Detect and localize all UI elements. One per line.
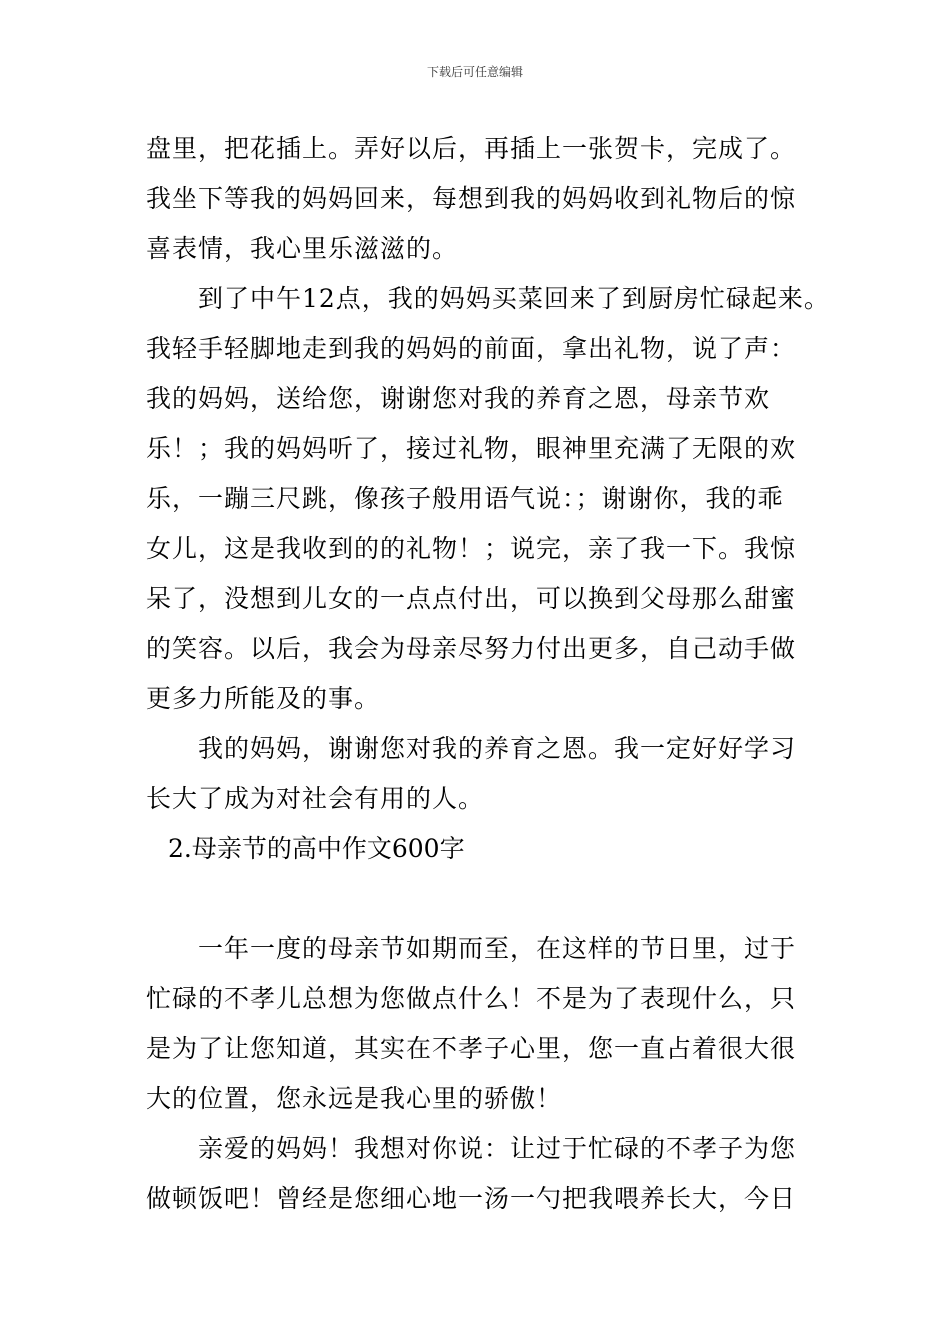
- section-heading: 2.母亲节的高中作文600字: [168, 834, 465, 863]
- text-line: 的笑容。以后，我会为母亲尽努力付出更多，自己动手做: [146, 634, 797, 663]
- text-line: 长大了成为对社会有用的人。: [146, 784, 485, 813]
- paragraph-start: 到了中午12点，我的妈妈买菜回来了到厨房忙碌起来。: [198, 284, 830, 313]
- text-line: 忙碌的不孝儿总想为您做点什么！不是为了表现什么，只: [146, 984, 797, 1013]
- text-line: 呆了，没想到儿女的一点点付出，可以换到父母那么甜蜜: [146, 584, 797, 613]
- text-line: 喜表情，我心里乐滋滋的。: [146, 234, 459, 263]
- text-line: 乐！；我的妈妈听了，接过礼物，眼神里充满了无限的欢: [146, 434, 797, 463]
- text-line: 我坐下等我的妈妈回来，每想到我的妈妈收到礼物后的惊: [146, 184, 797, 213]
- text-line: 大的位置，您永远是我心里的骄傲！: [146, 1084, 563, 1113]
- document-body: [146, 124, 830, 1224]
- text-line: 女儿，这是我收到的的礼物！；说完，亲了我一下。我惊: [146, 534, 797, 563]
- text-line: 做顿饭吧！曾经是您细心地一汤一勺把我喂养长大，今日: [146, 1184, 797, 1213]
- paragraph-start: 我的妈妈，谢谢您对我的养育之恩。我一定好好学习: [198, 734, 797, 763]
- text-line: 我的妈妈，送给您，谢谢您对我的养育之恩，母亲节欢: [146, 384, 771, 413]
- page-header: 下载后可任意编辑: [426, 65, 523, 79]
- text-line: 我轻手轻脚地走到我的妈妈的前面，拿出礼物，说了声：: [146, 334, 797, 363]
- paragraph-start: 一年一度的母亲节如期而至，在这样的节日里，过于: [198, 934, 797, 963]
- text-line: 盘里，把花插上。弄好以后，再插上一张贺卡，完成了。: [146, 134, 797, 163]
- text-line: 是为了让您知道，其实在不孝子心里，您一直占着很大很: [146, 1034, 797, 1063]
- paragraph-start: 亲爱的妈妈！我想对你说：让过于忙碌的不孝子为您: [198, 1134, 797, 1163]
- text-line: 乐，一蹦三尺跳，像孩子般用语气说：；谢谢你，我的乖: [146, 484, 784, 513]
- blank-line: [146, 874, 826, 924]
- text-line: 更多力所能及的事。: [146, 684, 381, 713]
